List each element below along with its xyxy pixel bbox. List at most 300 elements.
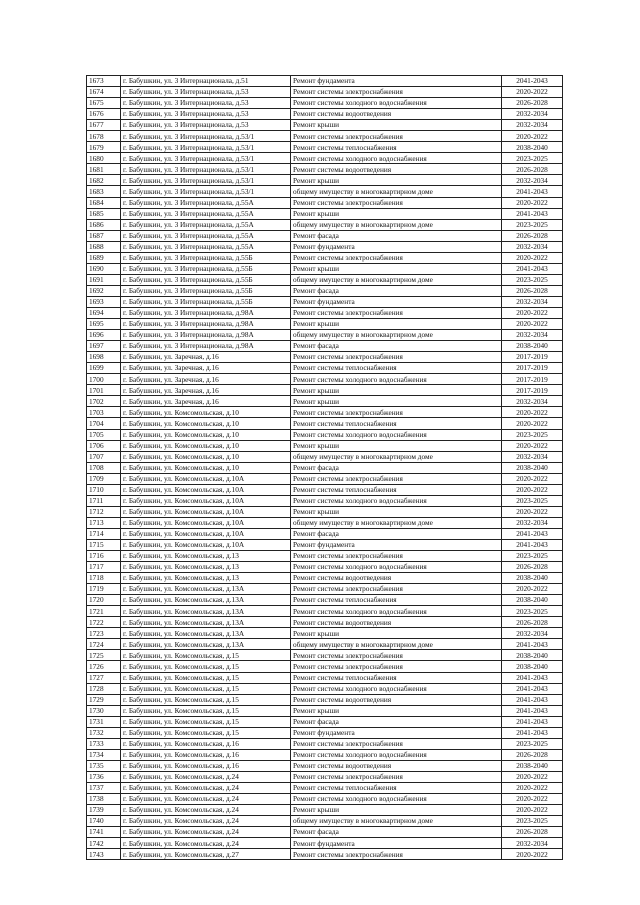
row-number: 1695 [87, 319, 121, 330]
address-cell: г. Бабушкин, ул. Комсомольская, д.13А [121, 617, 291, 628]
period-cell: 2023-2025 [502, 429, 563, 440]
row-number: 1741 [87, 827, 121, 838]
work-type-cell: общему имуществу в многоквартирном доме [291, 451, 502, 462]
address-cell: г. Бабушкин, ул. 3 Интернационала, д.55А [121, 219, 291, 230]
work-type-cell: Ремонт системы теплоснабжения [291, 363, 502, 374]
address-cell: г. Бабушкин, ул. Комсомольская, д.13А [121, 606, 291, 617]
address-cell: г. Бабушкин, ул. Комсомольская, д.10 [121, 407, 291, 418]
work-type-cell: Ремонт крыши [291, 175, 502, 186]
work-type-cell: Ремонт фундамента [291, 76, 502, 87]
period-cell: 2020-2022 [502, 131, 563, 142]
period-cell: 2041-2043 [502, 727, 563, 738]
table-row [87, 164, 563, 175]
row-number: 1694 [87, 307, 121, 318]
row-number: 1721 [87, 606, 121, 617]
address-cell: г. Бабушкин, ул. 3 Интернационала, д.98А [121, 307, 291, 318]
table-row [87, 495, 563, 506]
row-number: 1679 [87, 142, 121, 153]
period-cell: 2026-2028 [502, 749, 563, 760]
address-cell: г. Бабушкин, ул. Комсомольская, д.15 [121, 672, 291, 683]
period-cell: 2026-2028 [502, 230, 563, 241]
period-cell: 2038-2040 [502, 661, 563, 672]
period-cell: 2020-2022 [502, 783, 563, 794]
table-row [87, 528, 563, 539]
address-cell: г. Бабушкин, ул. Комсомольская, д.10 [121, 429, 291, 440]
address-cell: г. Бабушкин, ул. Комсомольская, д.10 [121, 440, 291, 451]
work-type-cell: Ремонт системы водоотведения [291, 617, 502, 628]
work-type-cell: Ремонт фундамента [291, 727, 502, 738]
period-cell: 2020-2022 [502, 506, 563, 517]
row-number: 1732 [87, 727, 121, 738]
row-number: 1739 [87, 805, 121, 816]
table-row [87, 595, 563, 606]
work-type-cell: Ремонт системы электроснабжения [291, 131, 502, 142]
work-type-cell: Ремонт фасада [291, 827, 502, 838]
work-type-cell: Ремонт крыши [291, 705, 502, 716]
period-cell: 2038-2040 [502, 650, 563, 661]
row-number: 1718 [87, 573, 121, 584]
row-number: 1719 [87, 584, 121, 595]
row-number: 1689 [87, 252, 121, 263]
period-cell: 2041-2043 [502, 263, 563, 274]
table-row [87, 727, 563, 738]
address-cell: г. Бабушкин, ул. Заречная, д.16 [121, 385, 291, 396]
row-number: 1726 [87, 661, 121, 672]
row-number: 1705 [87, 429, 121, 440]
work-type-cell: Ремонт системы холодного водоснабжения [291, 749, 502, 760]
work-type-cell: Ремонт системы водоотведения [291, 109, 502, 120]
table-row [87, 396, 563, 407]
period-cell: 2032-2034 [502, 109, 563, 120]
table-row [87, 274, 563, 285]
row-number: 1678 [87, 131, 121, 142]
period-cell: 2041-2043 [502, 716, 563, 727]
table-row [87, 374, 563, 385]
row-number: 1700 [87, 374, 121, 385]
row-number: 1702 [87, 396, 121, 407]
table-row [87, 606, 563, 617]
work-type-cell: Ремонт фасада [291, 341, 502, 352]
address-cell: г. Бабушкин, ул. 3 Интернационала, д.55Б [121, 263, 291, 274]
table-row [87, 783, 563, 794]
address-cell: г. Бабушкин, ул. Комсомольская, д.10 [121, 462, 291, 473]
row-number: 1727 [87, 672, 121, 683]
address-cell: г. Бабушкин, ул. Комсомольская, д.24 [121, 805, 291, 816]
period-cell: 2023-2025 [502, 495, 563, 506]
row-number: 1722 [87, 617, 121, 628]
row-number: 1735 [87, 760, 121, 771]
work-type-cell: Ремонт крыши [291, 208, 502, 219]
row-number: 1698 [87, 352, 121, 363]
work-type-cell: Ремонт фундамента [291, 296, 502, 307]
address-cell: г. Бабушкин, ул. Комсомольская, д.15 [121, 716, 291, 727]
address-cell: г. Бабушкин, ул. 3 Интернационала, д.53/1 [121, 186, 291, 197]
period-cell: 2023-2025 [502, 606, 563, 617]
table-row [87, 429, 563, 440]
period-cell: 2041-2043 [502, 694, 563, 705]
work-type-cell: Ремонт системы теплоснабжения [291, 672, 502, 683]
work-type-cell: Ремонт крыши [291, 396, 502, 407]
period-cell: 2026-2028 [502, 285, 563, 296]
work-type-cell: Ремонт системы холодного водоснабжения [291, 794, 502, 805]
table-row [87, 385, 563, 396]
row-number: 1684 [87, 197, 121, 208]
address-cell: г. Бабушкин, ул. Комсомольская, д.10А [121, 506, 291, 517]
address-cell: г. Бабушкин, ул. 3 Интернационала, д.98А [121, 341, 291, 352]
table-row [87, 219, 563, 230]
work-type-cell: Ремонт системы холодного водоснабжения [291, 429, 502, 440]
work-type-cell: Ремонт системы холодного водоснабжения [291, 153, 502, 164]
period-cell: 2023-2025 [502, 219, 563, 230]
period-cell: 2032-2034 [502, 451, 563, 462]
period-cell: 2026-2028 [502, 562, 563, 573]
table-row [87, 109, 563, 120]
work-type-cell: Ремонт системы теплоснабжения [291, 595, 502, 606]
address-cell: г. Бабушкин, ул. Комсомольская, д.15 [121, 650, 291, 661]
row-number: 1742 [87, 838, 121, 849]
period-cell: 2041-2043 [502, 683, 563, 694]
period-cell: 2038-2040 [502, 142, 563, 153]
table-row [87, 153, 563, 164]
period-cell: 2032-2034 [502, 628, 563, 639]
address-cell: г. Бабушкин, ул. 3 Интернационала, д.51 [121, 76, 291, 87]
address-cell: г. Бабушкин, ул. Комсомольская, д.13А [121, 595, 291, 606]
table-row [87, 562, 563, 573]
period-cell: 2026-2028 [502, 617, 563, 628]
table-row [87, 285, 563, 296]
work-type-cell: Ремонт системы водоотведения [291, 164, 502, 175]
work-type-cell: общему имуществу в многоквартирном доме [291, 274, 502, 285]
row-number: 1704 [87, 418, 121, 429]
table-row [87, 794, 563, 805]
period-cell: 2026-2028 [502, 164, 563, 175]
period-cell: 2020-2022 [502, 87, 563, 98]
row-number: 1687 [87, 230, 121, 241]
row-number: 1707 [87, 451, 121, 462]
work-type-cell: Ремонт крыши [291, 319, 502, 330]
row-number: 1725 [87, 650, 121, 661]
work-type-cell: Ремонт фасада [291, 528, 502, 539]
table-row [87, 451, 563, 462]
work-type-cell: общему имуществу в многоквартирном доме [291, 219, 502, 230]
table-row [87, 705, 563, 716]
row-number: 1723 [87, 628, 121, 639]
row-number: 1711 [87, 495, 121, 506]
period-cell: 2038-2040 [502, 462, 563, 473]
address-cell: г. Бабушкин, ул. 3 Интернационала, д.55А [121, 241, 291, 252]
table-body [87, 76, 563, 860]
row-number: 1693 [87, 296, 121, 307]
row-number: 1675 [87, 98, 121, 109]
period-cell: 2032-2034 [502, 838, 563, 849]
row-number: 1697 [87, 341, 121, 352]
row-number: 1713 [87, 517, 121, 528]
table-row [87, 330, 563, 341]
period-cell: 2017-2019 [502, 363, 563, 374]
period-cell: 2020-2022 [502, 584, 563, 595]
row-number: 1701 [87, 385, 121, 396]
table-row [87, 307, 563, 318]
row-number: 1733 [87, 738, 121, 749]
address-cell: г. Бабушкин, ул. Заречная, д.16 [121, 363, 291, 374]
table-row [87, 98, 563, 109]
table-row [87, 462, 563, 473]
address-cell: г. Бабушкин, ул. 3 Интернационала, д.53 [121, 87, 291, 98]
period-cell: 2020-2022 [502, 794, 563, 805]
row-number: 1708 [87, 462, 121, 473]
work-type-cell: Ремонт фасада [291, 285, 502, 296]
row-number: 1712 [87, 506, 121, 517]
address-cell: г. Бабушкин, ул. 3 Интернационала, д.55А [121, 230, 291, 241]
row-number: 1714 [87, 528, 121, 539]
table-row [87, 407, 563, 418]
period-cell: 2032-2034 [502, 396, 563, 407]
work-type-cell: Ремонт системы электроснабжения [291, 473, 502, 484]
address-cell: г. Бабушкин, ул. Комсомольская, д.10А [121, 539, 291, 550]
table-row [87, 573, 563, 584]
work-type-cell: Ремонт системы холодного водоснабжения [291, 374, 502, 385]
row-number: 1720 [87, 595, 121, 606]
row-number: 1740 [87, 816, 121, 827]
table-row [87, 341, 563, 352]
table-row [87, 473, 563, 484]
work-type-cell: общему имуществу в многоквартирном доме [291, 517, 502, 528]
work-type-cell: Ремонт системы электроснабжения [291, 849, 502, 860]
work-type-cell: Ремонт фундамента [291, 539, 502, 550]
table-row [87, 749, 563, 760]
row-number: 1699 [87, 363, 121, 374]
work-type-cell: Ремонт фундамента [291, 838, 502, 849]
address-cell: г. Бабушкин, ул. Комсомольская, д.24 [121, 783, 291, 794]
address-cell: г. Бабушкин, ул. Комсомольская, д.13А [121, 584, 291, 595]
period-cell: 2020-2022 [502, 197, 563, 208]
table-row [87, 363, 563, 374]
period-cell: 2032-2034 [502, 241, 563, 252]
address-cell: г. Бабушкин, ул. 3 Интернационала, д.53 [121, 98, 291, 109]
period-cell: 2020-2022 [502, 849, 563, 860]
work-type-cell: Ремонт крыши [291, 385, 502, 396]
address-cell: г. Бабушкин, ул. 3 Интернационала, д.53 [121, 120, 291, 131]
table-row [87, 771, 563, 782]
work-type-cell: Ремонт системы холодного водоснабжения [291, 683, 502, 694]
table-row [87, 197, 563, 208]
work-type-cell: Ремонт системы электроснабжения [291, 407, 502, 418]
row-number: 1680 [87, 153, 121, 164]
table-row [87, 241, 563, 252]
table-row [87, 551, 563, 562]
table-row [87, 142, 563, 153]
work-type-cell: Ремонт системы электроснабжения [291, 307, 502, 318]
work-type-cell: Ремонт крыши [291, 506, 502, 517]
work-type-cell: Ремонт системы электроснабжения [291, 771, 502, 782]
row-number: 1703 [87, 407, 121, 418]
work-type-cell: общему имуществу в многоквартирном доме [291, 639, 502, 650]
address-cell: г. Бабушкин, ул. 3 Интернационала, д.55Б [121, 274, 291, 285]
period-cell: 2041-2043 [502, 672, 563, 683]
address-cell: г. Бабушкин, ул. 3 Интернационала, д.98А [121, 319, 291, 330]
table-row [87, 661, 563, 672]
table-row [87, 650, 563, 661]
table-row [87, 263, 563, 274]
row-number: 1688 [87, 241, 121, 252]
work-type-cell: Ремонт фасада [291, 716, 502, 727]
work-type-cell: общему имуществу в многоквартирном доме [291, 330, 502, 341]
work-type-cell: Ремонт системы холодного водоснабжения [291, 98, 502, 109]
table-row [87, 694, 563, 705]
row-number: 1717 [87, 562, 121, 573]
table-row [87, 120, 563, 131]
work-type-cell: Ремонт фасада [291, 462, 502, 473]
address-cell: г. Бабушкин, ул. Комсомольская, д.10 [121, 451, 291, 462]
period-cell: 2038-2040 [502, 595, 563, 606]
table-row [87, 319, 563, 330]
row-number: 1716 [87, 551, 121, 562]
table-row [87, 827, 563, 838]
address-cell: г. Бабушкин, ул. 3 Интернационала, д.53 [121, 109, 291, 120]
address-cell: г. Бабушкин, ул. Комсомольская, д.15 [121, 694, 291, 705]
work-type-cell: Ремонт крыши [291, 440, 502, 451]
period-cell: 2020-2022 [502, 805, 563, 816]
table-row [87, 87, 563, 98]
period-cell: 2041-2043 [502, 528, 563, 539]
table-row [87, 628, 563, 639]
address-cell: г. Бабушкин, ул. 3 Интернационала, д.53/1 [121, 142, 291, 153]
row-number: 1673 [87, 76, 121, 87]
work-type-cell: Ремонт крыши [291, 120, 502, 131]
work-type-cell: Ремонт системы электроснабжения [291, 661, 502, 672]
work-type-cell: Ремонт фундамента [291, 241, 502, 252]
address-cell: г. Бабушкин, ул. Комсомольская, д.16 [121, 749, 291, 760]
table-row [87, 716, 563, 727]
address-cell: г. Бабушкин, ул. Комсомольская, д.15 [121, 683, 291, 694]
period-cell: 2041-2043 [502, 639, 563, 650]
table-row [87, 230, 563, 241]
table-row [87, 617, 563, 628]
period-cell: 2023-2025 [502, 153, 563, 164]
table-row [87, 76, 563, 87]
row-number: 1691 [87, 274, 121, 285]
address-cell: г. Бабушкин, ул. Комсомольская, д.13А [121, 639, 291, 650]
period-cell: 2026-2028 [502, 98, 563, 109]
period-cell: 2023-2025 [502, 274, 563, 285]
work-type-cell: Ремонт системы электроснабжения [291, 738, 502, 749]
period-cell: 2020-2022 [502, 771, 563, 782]
table-row [87, 352, 563, 363]
work-type-cell: Ремонт системы электроснабжения [291, 551, 502, 562]
table-row [87, 517, 563, 528]
address-cell: г. Бабушкин, ул. Комсомольская, д.10А [121, 495, 291, 506]
period-cell: 2017-2019 [502, 385, 563, 396]
address-cell: г. Бабушкин, ул. Комсомольская, д.10А [121, 528, 291, 539]
address-cell: г. Бабушкин, ул. Комсомольская, д.24 [121, 838, 291, 849]
work-type-cell: Ремонт системы водоотведения [291, 694, 502, 705]
row-number: 1696 [87, 330, 121, 341]
period-cell: 2041-2043 [502, 539, 563, 550]
period-cell: 2023-2025 [502, 816, 563, 827]
period-cell: 2041-2043 [502, 76, 563, 87]
address-cell: г. Бабушкин, ул. 3 Интернационала, д.98А [121, 330, 291, 341]
row-number: 1729 [87, 694, 121, 705]
address-cell: г. Бабушкин, ул. Комсомольская, д.13 [121, 562, 291, 573]
table-row [87, 175, 563, 186]
address-cell: г. Бабушкин, ул. Комсомольская, д.10 [121, 418, 291, 429]
address-cell: г. Бабушкин, ул. Комсомольская, д.16 [121, 760, 291, 771]
period-cell: 2041-2043 [502, 705, 563, 716]
period-cell: 2020-2022 [502, 319, 563, 330]
period-cell: 2032-2034 [502, 330, 563, 341]
address-cell: г. Бабушкин, ул. Комсомольская, д.13А [121, 628, 291, 639]
period-cell: 2041-2043 [502, 186, 563, 197]
address-cell: г. Бабушкин, ул. Комсомольская, д.13 [121, 573, 291, 584]
row-number: 1728 [87, 683, 121, 694]
row-number: 1674 [87, 87, 121, 98]
work-type-cell: Ремонт системы водоотведения [291, 760, 502, 771]
address-cell: г. Бабушкин, ул. 3 Интернационала, д.53/1 [121, 164, 291, 175]
period-cell: 2038-2040 [502, 573, 563, 584]
period-cell: 2038-2040 [502, 341, 563, 352]
table-row [87, 805, 563, 816]
table-row [87, 418, 563, 429]
period-cell: 2017-2019 [502, 374, 563, 385]
address-cell: г. Бабушкин, ул. Комсомольская, д.15 [121, 705, 291, 716]
row-number: 1683 [87, 186, 121, 197]
table-row [87, 849, 563, 860]
work-type-cell: Ремонт системы электроснабжения [291, 197, 502, 208]
table-row [87, 131, 563, 142]
period-cell: 2020-2022 [502, 252, 563, 263]
address-cell: г. Бабушкин, ул. 3 Интернационала, д.53/1 [121, 175, 291, 186]
table-row [87, 186, 563, 197]
address-cell: г. Бабушкин, ул. 3 Интернационала, д.55Б [121, 252, 291, 263]
row-number: 1710 [87, 484, 121, 495]
work-type-cell: Ремонт системы холодного водоснабжения [291, 495, 502, 506]
repair-schedule-table [86, 75, 563, 860]
period-cell: 2032-2034 [502, 120, 563, 131]
work-type-cell: Ремонт системы электроснабжения [291, 252, 502, 263]
work-type-cell: Ремонт системы холодного водоснабжения [291, 606, 502, 617]
period-cell: 2020-2022 [502, 418, 563, 429]
table-row [87, 252, 563, 263]
address-cell: г. Бабушкин, ул. Комсомольская, д.15 [121, 661, 291, 672]
address-cell: г. Бабушкин, ул. Комсомольская, д.16 [121, 738, 291, 749]
period-cell: 2020-2022 [502, 407, 563, 418]
address-cell: г. Бабушкин, ул. 3 Интернационала, д.55Б [121, 296, 291, 307]
table-row [87, 440, 563, 451]
address-cell: г. Бабушкин, ул. Комсомольская, д.24 [121, 771, 291, 782]
address-cell: г. Бабушкин, ул. 3 Интернационала, д.55Б [121, 285, 291, 296]
work-type-cell: Ремонт системы электроснабжения [291, 584, 502, 595]
address-cell: г. Бабушкин, ул. 3 Интернационала, д.55А [121, 208, 291, 219]
row-number: 1734 [87, 749, 121, 760]
period-cell: 2032-2034 [502, 296, 563, 307]
period-cell: 2020-2022 [502, 484, 563, 495]
address-cell: г. Бабушкин, ул. Комсомольская, д.24 [121, 827, 291, 838]
table-row [87, 639, 563, 650]
period-cell: 2041-2043 [502, 208, 563, 219]
work-type-cell: Ремонт системы холодного водоснабжения [291, 562, 502, 573]
row-number: 1738 [87, 794, 121, 805]
work-type-cell: общему имуществу в многоквартирном доме [291, 186, 502, 197]
row-number: 1690 [87, 263, 121, 274]
table-row [87, 816, 563, 827]
table-row [87, 760, 563, 771]
row-number: 1736 [87, 771, 121, 782]
period-cell: 2017-2019 [502, 352, 563, 363]
work-type-cell: Ремонт системы водоотведения [291, 573, 502, 584]
period-cell: 2020-2022 [502, 473, 563, 484]
table-row [87, 208, 563, 219]
period-cell: 2032-2034 [502, 175, 563, 186]
